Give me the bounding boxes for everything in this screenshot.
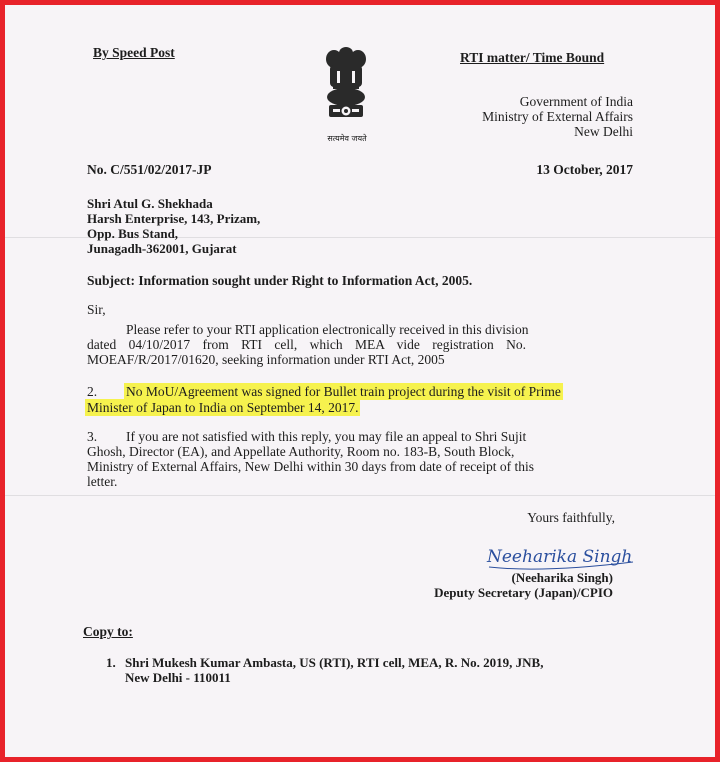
addressee-line: Junagadh-362001, Gujarat <box>87 241 237 256</box>
letter-date: 13 October, 2017 <box>536 162 633 177</box>
paragraph-3-line: Ghosh, Director (EA), and Appellate Authority, Room no. 183-B, South Block, <box>87 444 515 459</box>
emblem-motto: सत्यमेव जयते <box>327 134 367 143</box>
paper-fold-line <box>5 495 715 496</box>
signer-name: (Neeharika Singh) <box>511 570 613 585</box>
paragraph-3-line: letter. <box>87 474 118 489</box>
copy-to-heading: Copy to: <box>83 624 133 639</box>
addressee-name: Shri Atul G. Shekhada <box>87 196 213 211</box>
signature-text: Neeharika Singh <box>487 547 633 567</box>
reference-number: No. C/551/02/2017-JP <box>87 162 212 177</box>
paragraph-1-line: Please refer to your RTI application electronically received in this division <box>126 322 529 337</box>
paragraph-3-line: If you are not satisfied with this reply, you may file an appeal to Shri Sujit <box>126 429 527 444</box>
paragraph-1-line: dated 04/10/2017 from RTI cell, which MEA vide registration No. <box>87 337 526 352</box>
org-ministry: Ministry of External Affairs <box>482 109 633 124</box>
handwritten-signature <box>485 538 645 574</box>
paragraph-2-number: 2. <box>87 384 98 399</box>
subject-line: Subject: Information sought under Right to Information Act, 2005. <box>87 273 473 288</box>
paragraph-2-highlighted-line: No MoU/Agreement was signed for Bullet train project during the visit of Prime <box>126 384 561 399</box>
letter-page <box>5 5 715 757</box>
salutation: Sir, <box>87 302 106 317</box>
valediction: Yours faithfully, <box>527 510 615 525</box>
paragraph-3-line: Ministry of External Affairs, New Delhi within 30 days from date of receipt of this <box>87 459 535 474</box>
delivery-mode: By Speed Post <box>93 45 175 60</box>
org-government: Government of India <box>519 94 633 109</box>
paragraph-3-number: 3. <box>87 429 98 444</box>
org-city: New Delhi <box>574 124 633 139</box>
paragraph-1-line: MOEAF/R/2017/01620, seeking information under RTI Act, 2005 <box>87 352 445 367</box>
copy-item-line: New Delhi - 110011 <box>125 670 231 685</box>
matter-type: RTI matter/ Time Bound <box>460 50 605 65</box>
paragraph-2-highlighted-line: Minister of Japan to India on September 14, 2017. <box>87 400 359 415</box>
signer-title: Deputy Secretary (Japan)/CPIO <box>434 585 613 600</box>
copy-item-number: 1. <box>106 655 116 670</box>
copy-item-line: Shri Mukesh Kumar Ambasta, US (RTI), RTI cell, MEA, R. No. 2019, JNB, <box>125 655 544 670</box>
addressee-line: Opp. Bus Stand, <box>87 226 179 241</box>
addressee-line: Harsh Enterprise, 143, Prizam, <box>87 211 261 226</box>
national-emblem-icon <box>317 45 375 123</box>
